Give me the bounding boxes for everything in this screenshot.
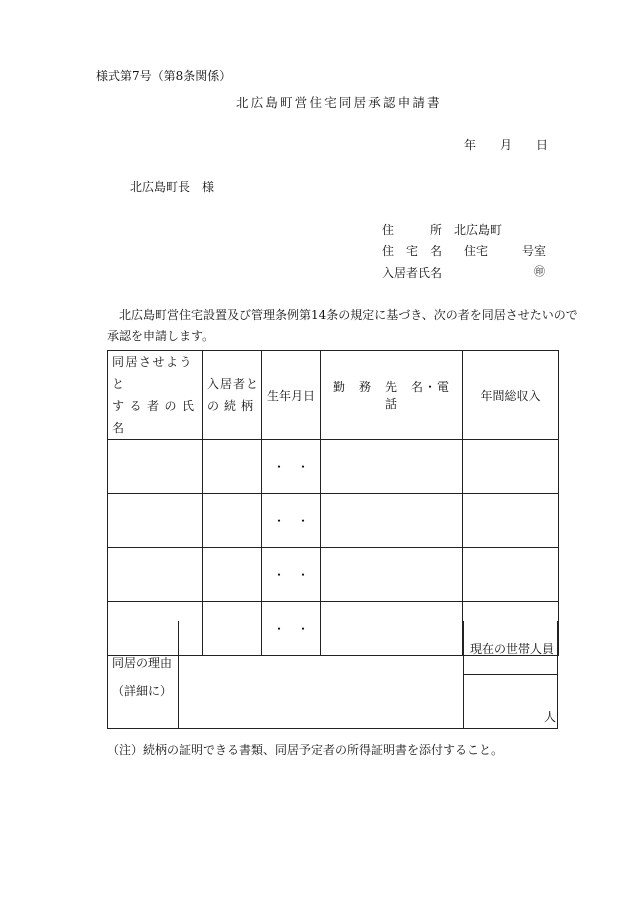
household-label-cell (463, 621, 557, 675)
seal-icon: ㊞ (534, 265, 545, 278)
cell-workplace-phone[interactable] (321, 440, 463, 494)
header-annual-income: 年間総収入 (463, 351, 559, 440)
cell-companion-name[interactable] (108, 548, 203, 602)
body-text-line1: 北広島町営住宅設置及び管理条例第14条の規定に基づき、次の者を同居させたいので (119, 308, 578, 322)
table-header-row (108, 351, 559, 440)
header-relation-line2: の続柄 (207, 399, 259, 413)
cell-relationship[interactable] (203, 548, 262, 602)
address-label: 住 所 (382, 223, 443, 237)
cell-birthdate[interactable]: ・ ・ (262, 548, 321, 602)
room-suffix: 号室 (522, 244, 547, 258)
address-value: 北広島町 (454, 223, 503, 237)
date-month: 月 (500, 138, 513, 152)
date-day: 日 (536, 138, 549, 152)
header-workplace-phone: 勤 務 先 名・電 話 (321, 351, 463, 440)
cell-workplace-phone[interactable] (321, 494, 463, 548)
header-companion-name (108, 351, 203, 440)
footnote: （注）続柄の証明できる書類、同居予定者の所得証明書を添付すること。 (107, 743, 504, 757)
cell-companion-name[interactable] (108, 440, 203, 494)
header-name-line2: する者の氏名 (112, 399, 200, 435)
cell-annual-income[interactable] (463, 548, 559, 602)
addressee: 北広島町長 様 (130, 180, 215, 194)
date-year: 年 (464, 138, 477, 152)
cell-relationship[interactable] (203, 494, 262, 548)
cell-relationship[interactable] (203, 440, 262, 494)
reason-label: 同居の理由 (112, 656, 173, 670)
cell-companion-name[interactable] (108, 494, 203, 548)
cell-birthdate[interactable]: ・ ・ (262, 494, 321, 548)
cell-annual-income[interactable] (463, 440, 559, 494)
cell-workplace-phone[interactable] (321, 548, 463, 602)
household-label: 現在の世帯人員 (470, 642, 555, 656)
body-text-line2: 承認を申請します。 (107, 329, 215, 343)
reason-input-area[interactable] (179, 621, 463, 728)
resident-name-label: 入居者氏名 (382, 266, 443, 280)
cell-annual-income[interactable] (463, 494, 559, 548)
reason-section (107, 621, 558, 729)
header-birthdate: 生年月日 (262, 351, 321, 440)
table-row (108, 440, 559, 494)
house-label: 住 宅 名 (382, 244, 443, 258)
household-unit: 人 (544, 710, 557, 724)
cell-birthdate[interactable]: ・ ・ (262, 602, 321, 656)
cell-birthdate[interactable]: ・ ・ (262, 440, 321, 494)
companion-table (107, 350, 559, 656)
reason-label-cell (108, 621, 179, 728)
table-row (108, 494, 559, 548)
household-count-cell[interactable] (463, 675, 557, 728)
header-relation-line1: 入居者と (207, 377, 260, 391)
house-value: 住宅 (464, 244, 489, 258)
header-name-line1: 同居させようと (112, 355, 194, 391)
table-row (108, 548, 559, 602)
reason-detail-label: （詳細に） (112, 684, 173, 698)
page-title: 北広島町営住宅同居承認申請書 (236, 95, 442, 110)
form-number: 様式第7号（第8条関係） (96, 69, 232, 83)
header-relationship (203, 351, 262, 440)
